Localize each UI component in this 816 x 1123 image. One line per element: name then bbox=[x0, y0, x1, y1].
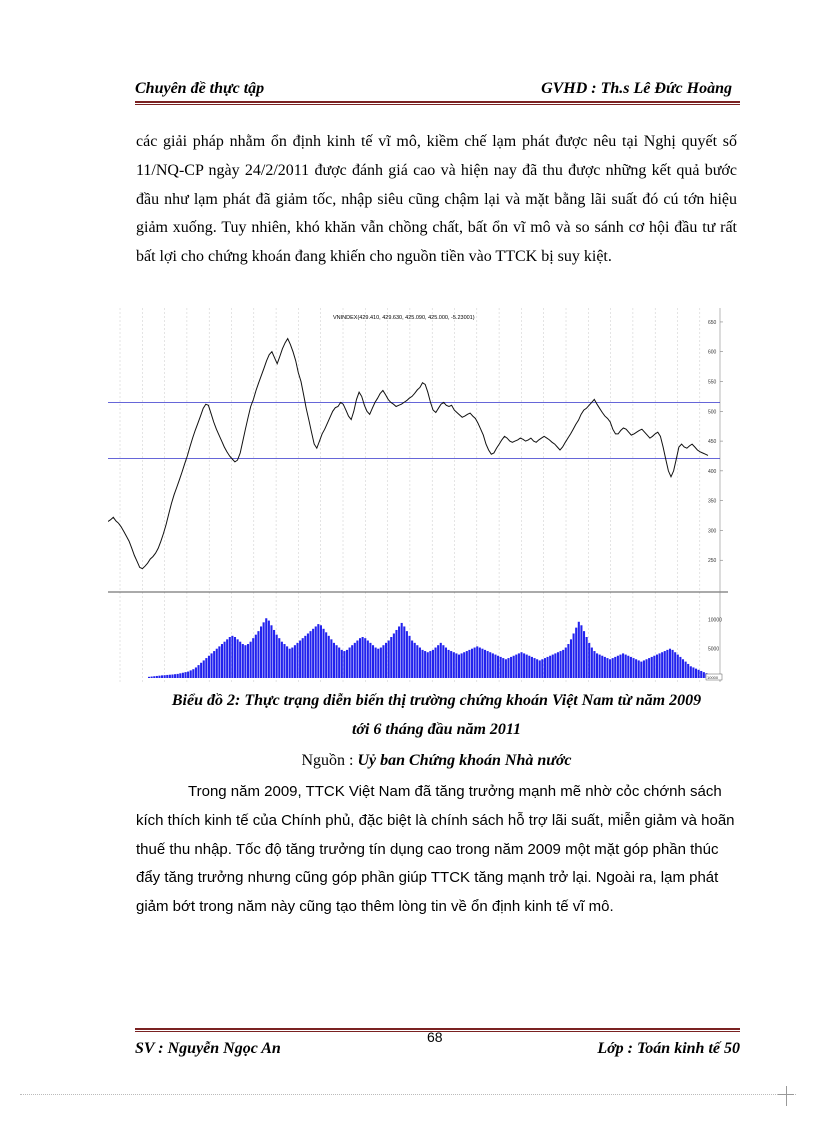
volume-bar bbox=[304, 636, 306, 678]
volume-bar bbox=[614, 657, 616, 678]
page-number: 68 bbox=[427, 1029, 443, 1045]
volume-bar bbox=[487, 651, 489, 678]
volume-bar bbox=[687, 664, 689, 678]
volume-bar bbox=[625, 655, 627, 678]
volume-bar bbox=[677, 655, 679, 678]
volume-bar bbox=[403, 626, 405, 678]
volume-bar bbox=[437, 645, 439, 678]
volume-bar bbox=[497, 656, 499, 678]
volume-bar bbox=[601, 656, 603, 678]
volume-bar bbox=[586, 637, 588, 678]
volume-bar bbox=[362, 637, 364, 678]
volume-bar bbox=[166, 675, 168, 678]
volume-bar bbox=[151, 677, 153, 678]
volume-bar bbox=[226, 639, 228, 678]
volume-bar bbox=[398, 626, 400, 678]
volume-bar bbox=[325, 632, 327, 678]
vnindex-chart bbox=[108, 308, 728, 682]
volume-bar bbox=[554, 653, 556, 678]
volume-bar bbox=[351, 645, 353, 678]
header-topic: Chuyên đề thực tập bbox=[135, 80, 265, 97]
figure-caption-line1: Biểu đồ 2: Thực trạng diễn biến thị trường chứng khoán Việt Nam từ năm 2009 bbox=[171, 692, 702, 709]
volume-bar bbox=[435, 648, 437, 678]
page-corner-mark bbox=[786, 1086, 787, 1106]
volume-bar bbox=[617, 656, 619, 678]
volume-bar bbox=[346, 650, 348, 678]
volume-bar bbox=[440, 643, 442, 678]
volume-tick-label: 10000 bbox=[708, 617, 722, 624]
volume-bar bbox=[632, 658, 634, 678]
chart-title: VNINDEX(429.410, 429.630, 425.090, 425.000, -5.23001) bbox=[333, 315, 475, 321]
volume-bar bbox=[698, 670, 700, 678]
volume-bar bbox=[385, 643, 387, 678]
page-edge-dotted-line bbox=[20, 1094, 796, 1095]
volume-bar bbox=[343, 651, 345, 678]
volume-bar bbox=[580, 625, 582, 678]
volume-bar bbox=[364, 638, 366, 678]
volume-bar bbox=[229, 637, 231, 678]
page-header bbox=[135, 80, 732, 100]
footer-class: Lớp : Toán kinh tế 50 bbox=[597, 1040, 740, 1057]
volume-bar bbox=[588, 643, 590, 678]
volume-bar bbox=[695, 669, 697, 678]
volume-bar bbox=[547, 657, 549, 678]
volume-bar bbox=[309, 631, 311, 678]
volume-bar bbox=[182, 673, 184, 678]
volume-bar bbox=[593, 651, 595, 678]
volume-bar bbox=[393, 633, 395, 678]
volume-bar bbox=[354, 643, 356, 678]
volume-bar bbox=[263, 622, 265, 678]
volume-bar bbox=[203, 660, 205, 678]
volume-bar bbox=[500, 657, 502, 678]
volume-bar bbox=[552, 655, 554, 678]
volume-bar bbox=[388, 641, 390, 678]
figure-source bbox=[136, 752, 737, 770]
volume-bar bbox=[330, 639, 332, 678]
volume-bar bbox=[174, 674, 176, 678]
volume-bar bbox=[211, 653, 213, 678]
volume-bar bbox=[528, 656, 530, 678]
volume-bar bbox=[659, 653, 661, 678]
volume-bar bbox=[638, 660, 640, 678]
volume-bar bbox=[307, 633, 309, 678]
volume-bar bbox=[281, 642, 283, 678]
volume-bar bbox=[461, 653, 463, 678]
paragraph-2009 bbox=[136, 778, 740, 922]
volume-bar bbox=[507, 658, 509, 678]
volume-bar bbox=[583, 631, 585, 678]
volume-bar bbox=[557, 652, 559, 678]
volume-bar bbox=[651, 657, 653, 678]
volume-bar bbox=[367, 641, 369, 678]
volume-bar bbox=[289, 649, 291, 678]
volume-bar bbox=[523, 653, 525, 678]
volume-bar bbox=[429, 651, 431, 678]
volume-bar bbox=[567, 644, 569, 678]
volume-bar bbox=[419, 648, 421, 678]
volume-bar bbox=[208, 656, 210, 678]
volume-bar bbox=[218, 646, 220, 678]
volume-bar bbox=[672, 650, 674, 678]
volume-bar bbox=[179, 673, 181, 678]
paragraph-intro: các giải pháp nhằm ổn định kinh tế vĩ mô, kiềm chế lạm phát được nêu tại Nghị quyết số 11/NQ-CP ngày 24/2/2011 được đánh giá cao và hiện nay đã thu được những kết quả bước đầu như lạm phát đã giảm tốc, nhập siêu cũng chậm lại và mặt bằng lãi suất đó cú tớn hiệu giảm xuống. Tuy nhiên, khó khăn vẫn chồng chất, bất ổn vĩ mô và so sánh cơ hội đầu tư rất bất lợi cho chứng khoán đang khiến cho nguồn tiền vào TTCK bị suy kiệt. bbox=[136, 133, 737, 266]
volume-bar bbox=[171, 674, 173, 678]
volume-bar bbox=[453, 652, 455, 678]
volume-bar bbox=[239, 642, 241, 678]
volume-bar bbox=[570, 639, 572, 678]
volume-bar bbox=[466, 651, 468, 678]
volume-bar bbox=[237, 639, 239, 678]
volume-bar bbox=[682, 659, 684, 678]
volume-bar bbox=[703, 672, 705, 678]
volume-bar bbox=[560, 651, 562, 678]
volume-bar bbox=[349, 648, 351, 678]
volume-bar bbox=[291, 648, 293, 678]
volume-bar bbox=[294, 645, 296, 678]
volume-bar bbox=[359, 638, 361, 678]
volume-bar bbox=[562, 650, 564, 678]
volume-bar bbox=[661, 652, 663, 678]
volume-bar bbox=[169, 675, 171, 678]
volume-bar bbox=[200, 663, 202, 678]
volume-bar bbox=[474, 648, 476, 678]
volume-bar bbox=[328, 636, 330, 678]
volume-bar bbox=[612, 658, 614, 678]
volume-bar bbox=[533, 658, 535, 678]
volume-bar bbox=[187, 672, 189, 678]
volume-bar bbox=[372, 645, 374, 678]
volume-bar bbox=[356, 641, 358, 678]
volume-bar bbox=[221, 644, 223, 678]
volume-bar bbox=[395, 630, 397, 678]
volume-bar bbox=[575, 628, 577, 678]
volume-bar bbox=[596, 653, 598, 678]
volume-bar bbox=[341, 650, 343, 678]
volume-tick-label: 5000 bbox=[708, 646, 720, 653]
volume-bar bbox=[255, 635, 257, 678]
volume-bar bbox=[273, 630, 275, 678]
volume-bar bbox=[315, 626, 317, 678]
volume-bar bbox=[369, 643, 371, 678]
volume-bar bbox=[224, 642, 226, 678]
volume-bar bbox=[445, 648, 447, 678]
volume-bar bbox=[648, 658, 650, 678]
volume-bar bbox=[448, 650, 450, 678]
price-tick-label: 350 bbox=[708, 498, 717, 505]
volume-bar bbox=[190, 670, 192, 678]
volume-bar bbox=[270, 625, 272, 678]
volume-bar bbox=[526, 655, 528, 678]
volume-bar bbox=[692, 667, 694, 678]
volume-bar bbox=[278, 638, 280, 678]
volume-bar bbox=[679, 657, 681, 678]
volume-bar bbox=[414, 643, 416, 678]
volume-bar bbox=[455, 653, 457, 678]
paragraph-2009-text: Trong năm 2009, TTCK Việt Nam đã tăng trưởng mạnh mẽ nhờ cỏc chớnh sách kích thích kinh tế của Chính phủ, đặc biệt là chính sách hỗ trợ lãi suất, miễn giảm và hoãn thuế thu nhập. Tốc độ tăng trưởng tín dụng cao trong năm 2009 một mặt góp phần thúc đẩy tăng trưởng nhưng cũng góp phần giúp TTCK tăng mạnh trở lại. Ngoài ra, lạm phát giảm bớt trong năm này cũng tạo thêm lòng tin về ổn định kinh tế vĩ mô. bbox=[136, 783, 735, 916]
volume-bar bbox=[377, 649, 379, 678]
volume-bar bbox=[252, 638, 254, 678]
volume-bar bbox=[375, 648, 377, 678]
volume-bar bbox=[531, 657, 533, 678]
volume-bar bbox=[627, 656, 629, 678]
volume-bar bbox=[606, 658, 608, 678]
volume-bar bbox=[283, 644, 285, 678]
volume-bar bbox=[520, 652, 522, 678]
volume-bar bbox=[286, 646, 288, 678]
volume-bar bbox=[401, 623, 403, 678]
volume-bar bbox=[502, 658, 504, 678]
volume-bar bbox=[539, 660, 541, 678]
page-footer bbox=[135, 1029, 740, 1062]
volume-bar bbox=[299, 641, 301, 678]
volume-bar bbox=[565, 648, 567, 678]
volume-bar bbox=[242, 644, 244, 678]
volume-bar bbox=[320, 625, 322, 678]
volume-bar bbox=[184, 672, 186, 678]
footer-student: SV : Nguyễn Ngọc An bbox=[135, 1040, 281, 1057]
volume-bar bbox=[630, 657, 632, 678]
volume-bar bbox=[158, 676, 160, 678]
volume-bar bbox=[591, 648, 593, 678]
price-tick-label: 250 bbox=[708, 558, 717, 565]
volume-bar bbox=[302, 638, 304, 678]
page-corner-mark-h bbox=[778, 1094, 794, 1095]
header-rule bbox=[135, 101, 740, 103]
volume-bar bbox=[510, 657, 512, 678]
volume-bar bbox=[669, 649, 671, 678]
volume-bar bbox=[421, 650, 423, 678]
volume-bar bbox=[544, 658, 546, 678]
volume-bar bbox=[541, 659, 543, 678]
header-rule-thin bbox=[135, 104, 740, 105]
volume-bar bbox=[685, 662, 687, 678]
volume-bar bbox=[515, 655, 517, 678]
volume-bar bbox=[153, 676, 155, 678]
price-tick-label: 500 bbox=[708, 409, 717, 416]
volume-bar bbox=[450, 651, 452, 678]
price-tick-label: 550 bbox=[708, 379, 717, 386]
volume-bar bbox=[700, 671, 702, 678]
volume-bar bbox=[604, 657, 606, 678]
volume-bar bbox=[690, 666, 692, 678]
volume-bar bbox=[471, 649, 473, 678]
volume-bar bbox=[432, 650, 434, 678]
volume-bar bbox=[427, 652, 429, 678]
volume-bar bbox=[609, 659, 611, 678]
volume-bar bbox=[317, 624, 319, 678]
volume-bar bbox=[518, 653, 520, 678]
volume-bar bbox=[424, 651, 426, 678]
volume-bar bbox=[635, 659, 637, 678]
volume-bar bbox=[161, 675, 163, 678]
volume-bar bbox=[205, 658, 207, 678]
volume-bar bbox=[549, 656, 551, 678]
volume-bar bbox=[468, 650, 470, 678]
volume-axis-badge-label: 10000 bbox=[707, 674, 719, 680]
price-tick-label: 450 bbox=[708, 439, 717, 446]
volume-bar bbox=[244, 645, 246, 678]
volume-bar bbox=[380, 648, 382, 678]
volume-bar bbox=[148, 677, 150, 678]
volume-bar bbox=[382, 645, 384, 678]
volume-bar bbox=[164, 675, 166, 678]
volume-bar bbox=[231, 636, 233, 678]
volume-bar bbox=[216, 649, 218, 678]
volume-bar bbox=[664, 651, 666, 678]
volume-bar bbox=[640, 662, 642, 678]
volume-bar bbox=[192, 669, 194, 678]
volume-bar bbox=[265, 618, 267, 678]
volume-bar bbox=[643, 660, 645, 678]
volume-bar bbox=[333, 643, 335, 678]
volume-bar bbox=[296, 643, 298, 678]
price-tick-label: 400 bbox=[708, 468, 717, 475]
source-name: Uỷ ban Chứng khoán Nhà nước bbox=[357, 752, 572, 769]
volume-bar bbox=[476, 646, 478, 678]
volume-bar bbox=[260, 626, 262, 678]
volume-bar bbox=[481, 649, 483, 678]
volume-bar bbox=[494, 655, 496, 678]
volume-bar bbox=[573, 633, 575, 678]
price-tick-label: 600 bbox=[708, 349, 717, 356]
volume-bar bbox=[156, 676, 158, 678]
volume-bar bbox=[312, 629, 314, 678]
volume-bar bbox=[674, 652, 676, 678]
volume-bar bbox=[622, 653, 624, 678]
volume-bar bbox=[177, 674, 179, 678]
volume-bar bbox=[406, 631, 408, 678]
volume-bar bbox=[505, 659, 507, 678]
volume-bar bbox=[536, 659, 538, 678]
volume-bar bbox=[463, 652, 465, 678]
volume-bar bbox=[458, 655, 460, 678]
volume-bar bbox=[213, 651, 215, 678]
volume-bar bbox=[599, 655, 601, 678]
volume-bar bbox=[619, 655, 621, 678]
volume-bar bbox=[338, 648, 340, 678]
volume-bar bbox=[416, 645, 418, 678]
volume-bar bbox=[247, 644, 249, 678]
price-tick-label: 650 bbox=[708, 319, 717, 326]
volume-bar bbox=[645, 659, 647, 678]
volume-bar bbox=[489, 652, 491, 678]
volume-bar bbox=[578, 622, 580, 678]
source-label: Nguồn : bbox=[301, 752, 354, 769]
volume-bar bbox=[666, 650, 668, 678]
volume-bar bbox=[250, 642, 252, 678]
volume-bar bbox=[479, 648, 481, 678]
header-advisor: GVHD : Th.s Lê Đức Hoàng bbox=[541, 80, 732, 97]
volume-bar bbox=[257, 631, 259, 678]
volume-bar bbox=[195, 667, 197, 678]
volume-bar bbox=[276, 635, 278, 678]
volume-bar bbox=[442, 645, 444, 678]
volume-bar bbox=[656, 655, 658, 678]
volume-bar bbox=[390, 637, 392, 678]
price-tick-label: 300 bbox=[708, 528, 717, 535]
volume-bar bbox=[513, 656, 515, 678]
volume-bar bbox=[411, 641, 413, 678]
volume-bar bbox=[197, 665, 199, 678]
volume-bar bbox=[268, 621, 270, 678]
volume-bar bbox=[408, 636, 410, 678]
figure-caption-line2: tới 6 tháng đầu năm 2011 bbox=[351, 721, 522, 738]
volume-bar bbox=[323, 629, 325, 678]
volume-bar bbox=[492, 653, 494, 678]
volume-bar bbox=[653, 656, 655, 678]
volume-bar bbox=[336, 645, 338, 678]
volume-bar bbox=[484, 650, 486, 678]
volume-bar bbox=[234, 637, 236, 678]
